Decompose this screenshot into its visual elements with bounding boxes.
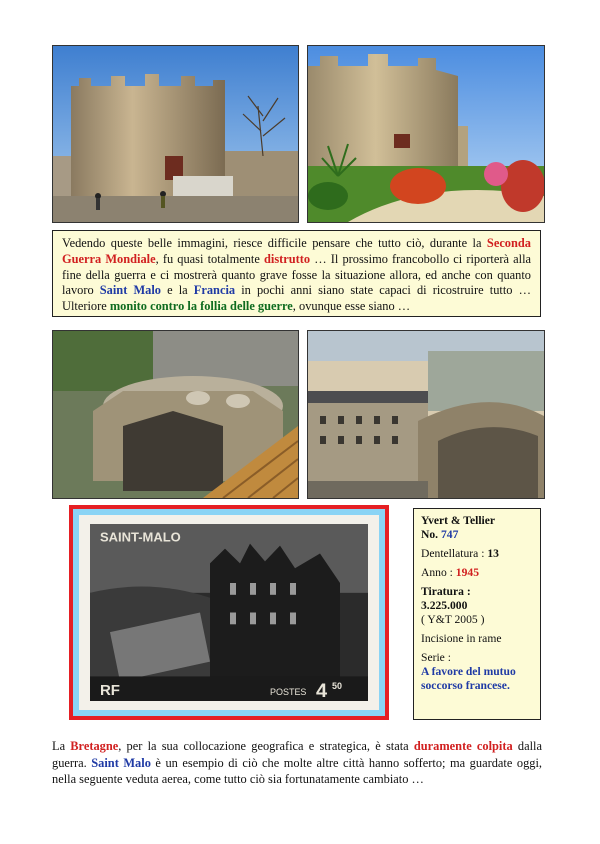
- catalog-no-value: 747: [440, 528, 459, 541]
- highlight-saint-malo-2: Saint Malo: [91, 755, 151, 770]
- intro-text-6: , ovunque esse siano …: [292, 299, 411, 314]
- highlight-distrutto: distrutto: [264, 251, 311, 266]
- highlight-duramente: duramente colpita: [413, 739, 513, 753]
- highlight-francia: Francia: [193, 283, 236, 298]
- series-value: A favore del mutuo soccorso francese.: [421, 665, 516, 692]
- bottom-text-4: è un esempio di ciò che molte altre città hanno sofferto; ma guardate oggi, nella seguente veduta aerea, come tutto ciò sia fortunatamente cambiato …: [52, 755, 542, 786]
- technique: Incisione in rame: [421, 632, 502, 645]
- highlight-saint-malo: Saint Malo: [99, 283, 161, 298]
- intro-text-5: in pochi anni siano state capaci di ricostruire tutto … Ulteriore: [62, 283, 531, 314]
- stamp-info-box: [413, 508, 541, 720]
- year-label: Anno :: [421, 566, 453, 579]
- perf-label: Dentellatura :: [421, 547, 485, 560]
- highlight-monito: monito contro la follia delle guerre: [109, 299, 293, 314]
- stamp-postes: POSTES: [270, 687, 307, 698]
- tower-photo: [52, 45, 299, 223]
- series-label: Serie :: [421, 651, 451, 664]
- year-value: 1945: [455, 566, 479, 579]
- stamp-value: 4: [316, 680, 328, 701]
- tower-garden-photo: [307, 45, 545, 223]
- catalog-name: Yvert & Tellier: [421, 514, 496, 527]
- intro-text-4: e la: [160, 283, 194, 298]
- intro-text-box: [52, 230, 541, 317]
- bottom-paragraph: [52, 738, 542, 788]
- bottom-text-1: La: [52, 739, 71, 753]
- intro-text-3: … Il prossimo francobollo ci riporterà alla fine della guerra e ci mostrerà quanto grave fosse la situazione allora, ed anche con quanto lavoro: [62, 251, 532, 298]
- stamp-frame: [69, 505, 389, 720]
- highlight-bretagne: Bretagne: [70, 739, 119, 753]
- stamp-title: SAINT-MALO: [100, 529, 181, 545]
- fortress-aerial-photo: [52, 330, 299, 499]
- intro-text-1: Vedendo queste belle immagini, riesce difficile pensare che tutto ciò, durante la: [62, 236, 487, 250]
- stamp-country: RF: [100, 683, 120, 700]
- intro-text-2: , fu quasi totalmente: [155, 251, 264, 266]
- print-label: Tiratura :: [421, 585, 471, 598]
- stamp-fraction: 50: [332, 681, 343, 692]
- ramparts-aerial-photo: [307, 330, 545, 499]
- stamp-mount: [73, 509, 385, 716]
- print-value: 3.225.000: [421, 599, 468, 612]
- highlight-ww2: Seconda Guerra Mondiale: [62, 236, 531, 266]
- catalog-no-label: No.: [421, 528, 439, 541]
- bottom-text-3: dalla guerra.: [52, 739, 542, 770]
- perf-value: 13: [487, 547, 499, 560]
- bottom-text-2: , per la sua collocazione geografica e strategica, è stata: [118, 739, 414, 753]
- print-source: ( Y&T 2005 ): [421, 613, 485, 626]
- stamp-image: [79, 515, 379, 710]
